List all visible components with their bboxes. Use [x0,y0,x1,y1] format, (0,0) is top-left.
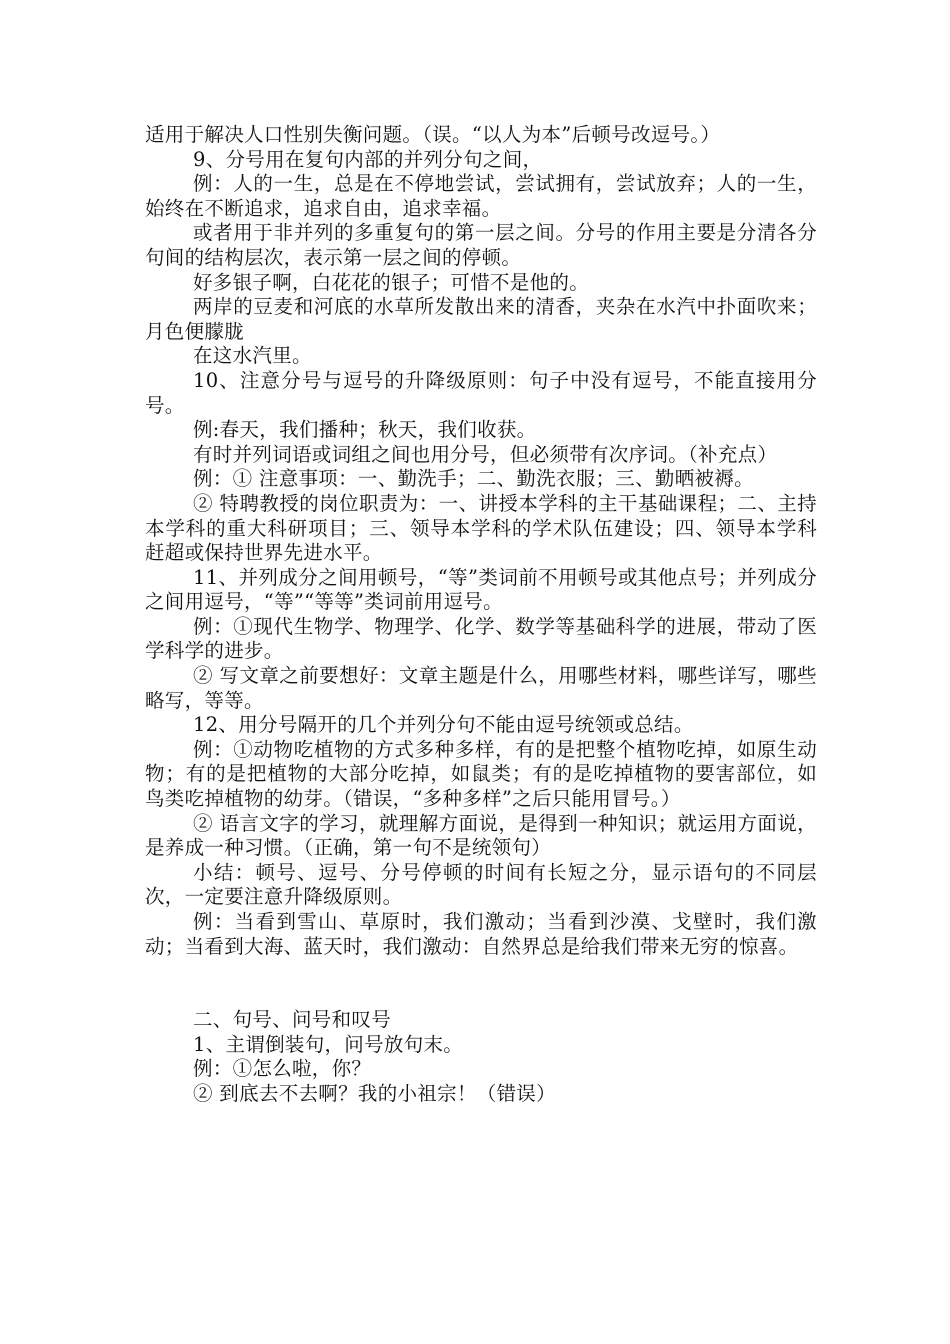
paragraph-summary: 小结：顿号、逗号、分号停顿的时间有长短之分，显示语句的不同层次，一定要注意升降级原则。 [145,860,817,909]
paragraph-example: 例:春天，我们播种；秋天，我们收获。 [193,418,537,442]
paragraph-supplement: 有时并列词语或词组之间也用分号，但必须带有次序词。（补充点） [193,442,778,466]
paragraph-example: 好多银子啊，白花花的银子；可惜不是他的。 [193,270,590,294]
paragraph-rule-1: 1、主谓倒装句，问号放句末。 [193,1032,464,1056]
paragraph-example: 例：①现代生物学、物理学、化学、数学等基础科学的进展，带动了医学科学的进步。 [145,614,817,663]
paragraph-example: 例：当看到雪山、草原时，我们激动；当看到沙漠、戈壁时，我们激动；当看到大海、蓝天时，我们激动：自然界总是给我们带来无穷的惊喜。 [145,910,817,958]
paragraph-rule-12: 12、用分号隔开的几个并列分句不能由逗号统领或总结。 [193,713,694,737]
section-gap [145,959,817,1008]
paragraph-example-continuation: 在这水汽里。 [193,344,312,368]
section-heading: 二、句号、问号和叹号 [193,1008,392,1032]
paragraph-example: ② 到底去不去啊？我的小祖宗！（错误） [193,1081,556,1105]
paragraph-example: 例：① 注意事项：一、勤洗手；二、勤洗衣服；三、勤晒被褥。 [193,467,754,491]
paragraph-example: ② 语言文字的学习，就理解方面说，是得到一种知识；就运用方面说，是养成一种习惯。（正确，第一句不是统领句） [145,811,817,860]
paragraph-example: 例：①动物吃植物的方式多种多样，有的是把整个植物吃掉，如原生动物；有的是把植物的大部分吃掉，如鼠类；有的是吃掉植物的要害部位，如鸟类吃掉植物的幼芽。（错误，“多种多样”之后只能用冒号。） [145,737,817,811]
paragraph-rule-9: 9、分号用在复句内部的并列分句之间， [193,147,543,171]
paragraph-rule-10: 10、注意分号与逗号的升降级原则：句子中没有逗号，不能直接用分号。 [145,368,817,417]
paragraph-example: 例：人的一生，总是在不停地尝试，尝试拥有，尝试放弃；人的一生，始终在不断追求，追求自由，追求幸福。 [145,172,817,220]
paragraph-continuation: 适用于解决人口性别失衡问题。（误。“以人为本”后顿号改逗号。） [145,123,721,146]
paragraph-example: 例：①怎么啦，你？ [193,1057,372,1081]
paragraph-example: ② 写文章之前要想好：文章主题是什么，用哪些材料，哪些详写，哪些略写，等等。 [145,664,817,712]
paragraph-explanation: 或者用于非并列的多重复句的第一层之间。分号的作用主要是分清各分句间的结构层次，表示第一层之间的停顿。 [145,221,817,269]
paragraph-example: 两岸的豆麦和河底的水草所发散出来的清香，夹杂在水汽中扑面吹来；月色便朦胧 [145,295,817,343]
document-body [145,123,817,1107]
paragraph-example: ② 特聘教授的岗位职责为：一、讲授本学科的主干基础课程；二、主持本学科的重大科研项目；三、领导本学科的学术队伍建设；四、领导本学科赶超或保持世界先进水平。 [145,491,817,565]
paragraph-rule-11: 11、并列成分之间用顿号，“等”类词前不用顿号或其他点号；并列成分之间用逗号，“等”“等等”类词前用逗号。 [145,565,817,614]
